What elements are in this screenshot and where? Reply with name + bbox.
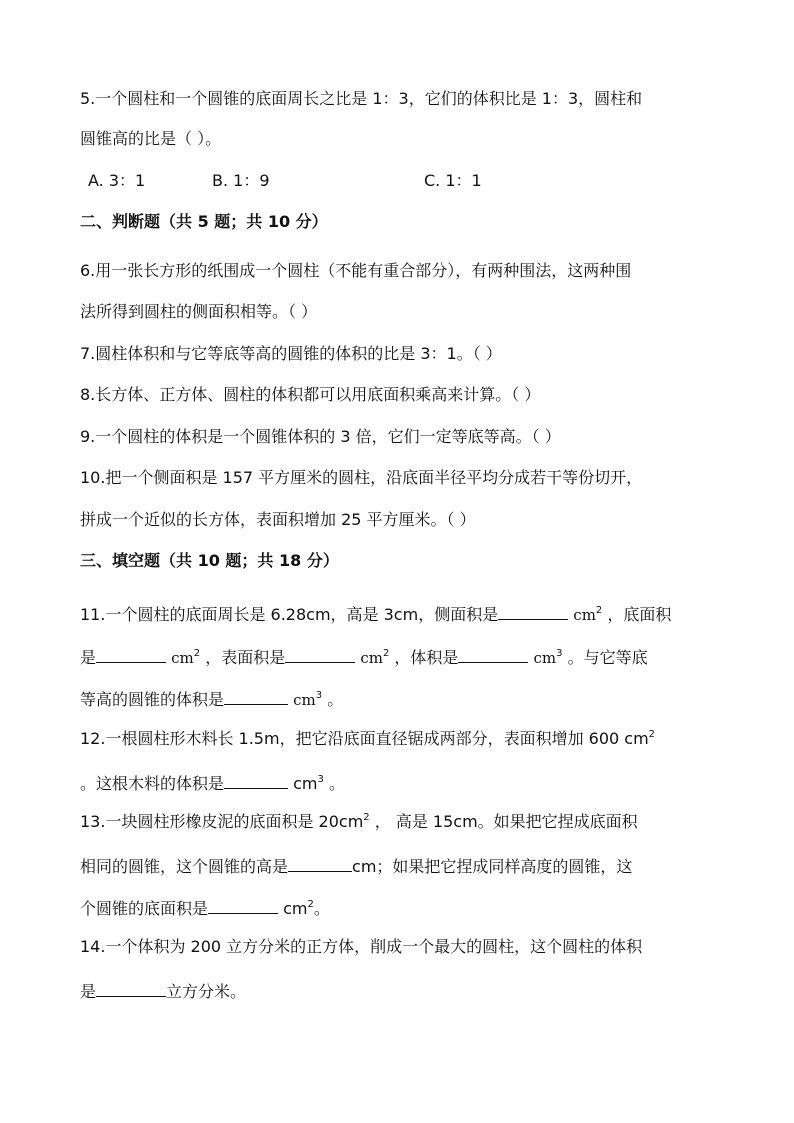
question-9: 9.一个圆柱的体积是一个圆锥体积的 3 倍，它们一定等底等高。（ ） bbox=[80, 427, 561, 446]
q12-blank-volume[interactable] bbox=[224, 770, 288, 789]
q13-text-f: cm bbox=[278, 899, 308, 918]
q11-blank-surface-area[interactable] bbox=[285, 644, 355, 663]
q11-text-d: ，表面积是 bbox=[205, 648, 286, 667]
q13-text-b: ， 高是 15cm。如果把它捏成底面积 bbox=[374, 812, 638, 831]
q11-unit-3: cm bbox=[360, 649, 383, 667]
q11-unit-1: cm bbox=[573, 606, 596, 624]
question-11-line-2 bbox=[80, 644, 648, 669]
q14-text-c: 立方分米。 bbox=[166, 982, 247, 1001]
q12-exp-a: 2 bbox=[648, 729, 656, 740]
question-5-line-2: 圆锥高的比是（ ）。 bbox=[80, 129, 222, 148]
q12-text-c: cm bbox=[288, 774, 318, 793]
q13-blank-cone-height[interactable] bbox=[288, 853, 352, 872]
section-2-title: 二、判断题（共 5 题；共 10 分） bbox=[80, 212, 328, 231]
q12-text-b: 。这根木料的体积是 bbox=[80, 774, 225, 793]
q13-text-g: 。 bbox=[313, 899, 330, 918]
q11-unit-5-exp: 3 bbox=[315, 690, 323, 701]
q12-exp-c: 3 bbox=[317, 774, 324, 785]
q11-blank-volume[interactable] bbox=[458, 644, 528, 663]
q11-blank-base-area[interactable] bbox=[96, 644, 166, 663]
q11-text-g: 等高的圆锥的体积是 bbox=[80, 690, 225, 709]
q11-unit-4-exp: 3 bbox=[556, 648, 563, 659]
q14-blank-cylinder-volume[interactable] bbox=[96, 978, 166, 997]
question-14-line-1: 14.一个体积为 200 立方分米的正方体，削成一个最大的圆柱，这个圆柱的体积 bbox=[80, 937, 643, 956]
q11-text-e: ，体积是 bbox=[394, 648, 459, 667]
question-13-line-2 bbox=[80, 853, 632, 878]
question-5-option-c: C. 1：1 bbox=[424, 171, 482, 190]
q13-blank-cone-base-area[interactable] bbox=[208, 895, 278, 914]
question-11-line-3 bbox=[80, 686, 343, 711]
q13-text-c: 相同的圆锥，这个圆锥的高是 bbox=[80, 857, 289, 876]
q13-exp-f: 2 bbox=[307, 899, 314, 910]
question-6-line-2: 法所得到圆柱的侧面积相等。（ ） bbox=[80, 302, 318, 321]
question-5-line-1: 5.一个圆柱和一个圆锥的底面周长之比是 1：3，它们的体积比是 1：3，圆柱和 bbox=[80, 89, 643, 108]
q13-text-e: 个圆锥的底面积是 bbox=[80, 899, 209, 918]
q11-text-a: 11.一个圆柱的底面周长是 6.28cm，高是 3cm，侧面积是 bbox=[80, 605, 499, 624]
question-7: 7.圆柱体积和与它等底等高的圆锥的体积的比是 3：1。（ ） bbox=[80, 344, 502, 363]
q13-exp-a: 2 bbox=[363, 812, 370, 823]
question-14-line-2 bbox=[80, 978, 246, 1003]
question-6-line-1: 6.用一张长方形的纸围成一个圆柱（不能有重合部分），有两种围法，这两种围 bbox=[80, 261, 632, 280]
q11-blank-cone-volume[interactable] bbox=[224, 686, 288, 705]
q11-text-c: 是 bbox=[80, 648, 97, 667]
q11-unit-1-exp: 2 bbox=[595, 605, 603, 616]
q11-unit-5: cm bbox=[293, 691, 316, 709]
q11-unit-4: cm bbox=[533, 649, 557, 667]
q11-text-f: 。与它等底 bbox=[567, 648, 648, 667]
q11-unit-3-exp: 2 bbox=[382, 648, 390, 659]
q12-text-d: 。 bbox=[328, 774, 345, 793]
section-3-title: 三、填空题（共 10 题；共 18 分） bbox=[80, 551, 339, 570]
question-12-line-2 bbox=[80, 770, 345, 795]
question-13-line-3 bbox=[80, 895, 330, 920]
q11-unit-2-exp: 2 bbox=[193, 648, 201, 659]
question-13-line-1 bbox=[80, 811, 638, 833]
q13-text-a: 13.一块圆柱形橡皮泥的底面积是 20cm bbox=[80, 812, 364, 831]
question-10-line-1: 10.把一个侧面积是 157 平方厘米的圆柱，沿底面半径平均分成若干等份切开， bbox=[80, 468, 643, 487]
q13-text-d: cm；如果把它捏成同样高度的圆锥，这 bbox=[352, 857, 633, 876]
q11-text-h: 。 bbox=[327, 690, 344, 709]
q11-text-b: ，底面积 bbox=[607, 605, 672, 624]
q12-text-a: 12.一根圆柱形木料长 1.5m，把它沿底面直径锯成两部分，表面积增加 600 cm bbox=[80, 729, 649, 748]
question-11-line-1 bbox=[80, 601, 671, 626]
question-10-line-2: 拼成一个近似的长方体，表面积增加 25 平方厘米。（ ） bbox=[80, 510, 476, 529]
question-5-option-b: B. 1：9 bbox=[212, 171, 270, 190]
q11-blank-lateral-area[interactable] bbox=[498, 601, 568, 620]
question-8: 8.长方体、正方体、圆柱的体积都可以用底面积乘高来计算。（ ） bbox=[80, 385, 541, 404]
question-5-option-a: A. 3：1 bbox=[88, 171, 146, 190]
question-12-line-1 bbox=[80, 728, 655, 750]
q11-unit-2: cm bbox=[171, 649, 194, 667]
q14-text-b: 是 bbox=[80, 982, 97, 1001]
